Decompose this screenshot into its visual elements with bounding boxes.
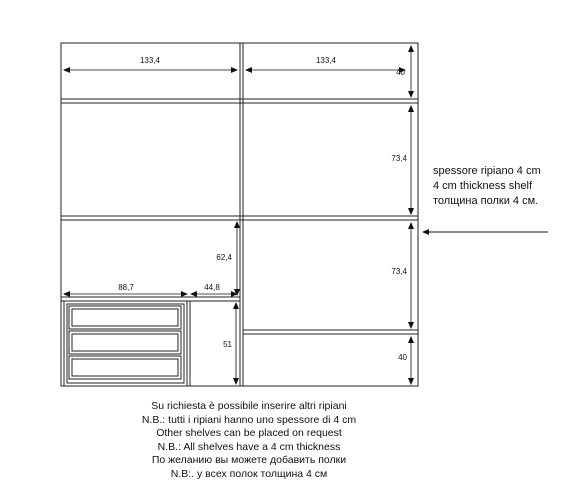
dim-upper-right-height: 73,4: [391, 154, 407, 163]
dim-side-width: 44,8: [204, 283, 220, 292]
footnote-line: N.B.: tutti i ripiani hanno uno spessore di 4 cm: [141, 413, 357, 426]
footnote-line: N.B.: All shelves have a 4 cm thickness: [157, 440, 341, 453]
footnote-line: По желанию вы можете добавить полки: [151, 454, 347, 467]
dim-drawer-width: 88,7: [118, 283, 134, 292]
shelf-thickness-note: [433, 164, 541, 209]
dim-top-height: 40: [396, 68, 405, 77]
drawer: [69, 331, 181, 354]
footnote-line: N.B:. у всех полок толщина 4 см: [170, 467, 328, 480]
shelf-note-russian: толщина полки 4 см.: [433, 195, 539, 207]
shelf-note-english: 4 cm thickness shelf: [433, 180, 533, 192]
dim-top-right-width: 133,4: [315, 56, 337, 65]
shelf-right-lower: [243, 330, 418, 334]
footnote-line: Other shelves can be placed on request: [156, 427, 342, 440]
dim-top-left-width: 133,4: [139, 56, 161, 65]
dim-bottom-right-height: 40: [398, 353, 407, 362]
drawer-unit: [64, 301, 190, 386]
footnotes: [60, 400, 438, 482]
drawer: [69, 356, 181, 379]
shelf-left-lower: [61, 297, 240, 301]
shelf-note-italian: spessore ripiano 4 cm: [433, 165, 541, 177]
dim-drawer-unit-height: 51: [223, 340, 232, 349]
dim-lower-right-height: 73,4: [391, 267, 407, 276]
drawer: [69, 306, 181, 329]
dim-left-niche-height: 62,4: [216, 253, 232, 262]
footnote-line: Su richiesta è possibile inserire altri ripiani: [151, 400, 347, 412]
